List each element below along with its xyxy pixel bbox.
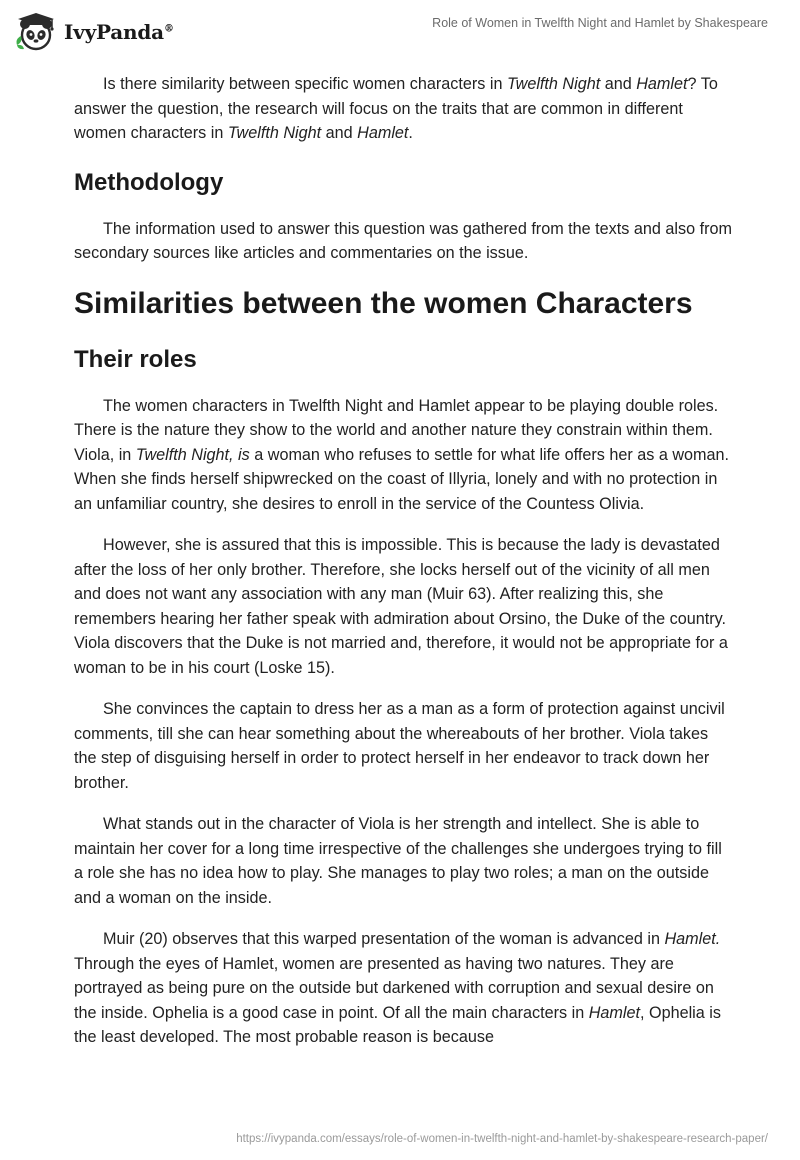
text-run: Through the eyes of Hamlet, women are presented as having two natures. They are portrayed as being pure on the outside but darkened with corruption and sexual desire on the inside. Ophelia is a good case in point. Of all the main characters in [74, 954, 714, 1022]
text-run: The information used to answer this question was gathered from the texts and also from secondary sources like articles and commentaries on the issue. [74, 219, 732, 262]
essay-content [74, 72, 734, 1067]
source-url[interactable]: https://ivypanda.com/essays/role-of-women-in-twelfth-night-and-hamlet-by-shakespeare-research-paper/ [236, 1133, 768, 1145]
document-title: Role of Women in Twelfth Night and Hamlet by Shakespeare [432, 16, 768, 30]
italic-title: Twelfth Night [506, 75, 601, 93]
italic-title: Hamlet [357, 124, 409, 142]
text-run: What stands out in the character of Viola is her strength and intellect. She is able to maintain her cover for a long time irrespective of the challenges she undergoes trying to fill a role she has no idea how to play. She manages to play two roles; a man on the outside and a woman on the inside. [74, 815, 722, 907]
text-run: ? To answer the question, the research will focus on the traits that are common in different women characters in [74, 75, 718, 142]
paragraph [74, 812, 734, 910]
section-heading-methodology: Methodology [74, 168, 224, 196]
italic-title: Hamlet [636, 75, 688, 93]
paragraph [74, 72, 734, 146]
section-heading-their-roles: Their roles [74, 345, 197, 373]
page-header [0, 0, 800, 70]
paragraph [74, 927, 734, 1050]
text-run: Is there similarity between specific women characters in [103, 75, 507, 93]
paragraph [74, 697, 734, 795]
text-run: . [408, 124, 413, 142]
text-run: She convinces the captain to dress her as a man as a form of protection against uncivil comments, till she can hear something about the whereabouts of her brother. Viola takes the step of disguising herself in order to protect herself in her endeavor to track down her brother. [74, 700, 725, 792]
italic-title: Twelfth Night, is [135, 445, 250, 464]
paragraph [74, 394, 734, 517]
paragraph [74, 217, 734, 266]
italic-title: Twelfth Night [227, 124, 322, 142]
paragraph [74, 533, 734, 680]
italic-title: Hamlet [588, 1003, 640, 1022]
text-run: , Ophelia is the least developed. The most probable reason is because [74, 1003, 721, 1046]
italic-title: Hamlet. [664, 930, 721, 948]
section-heading-similarities: Similarities between the women Characters [74, 286, 693, 320]
text-run: Muir (20) observes that this warped presentation of the woman is advanced in [103, 930, 665, 948]
text-run: a woman who refuses to settle for what life offers her as a woman. When she finds herself shipwrecked on the coast of Illyria, lonely and with no protection in an unfamiliar country, she desires to enroll in the service of the Countess Olivia. [74, 445, 730, 513]
ivypanda-logo[interactable] [14, 10, 174, 54]
text-run: The women characters in Twelfth Night and Hamlet appear to be playing double roles. There is the nature they show to the world and another nature they constrain within them. Viola, in [74, 396, 719, 464]
panda-graduate-icon [14, 10, 58, 54]
text-run: and [600, 75, 637, 93]
text-run: and [321, 124, 358, 142]
brand-name: IvyPanda® [64, 20, 174, 44]
text-run: However, she is assured that this is impossible. This is because the lady is devastated after the loss of her only brother. Therefore, she locks herself out of the vicinity of all men and does not want any association with any man (Muir 63). After realizing this, she remembers hearing her father speak with admiration about Orsino, the Duke of the country. Viola discovers that the Duke is not married and, therefore, it would not be appropriate for a woman to be in his court (Loske 15). [74, 536, 728, 677]
